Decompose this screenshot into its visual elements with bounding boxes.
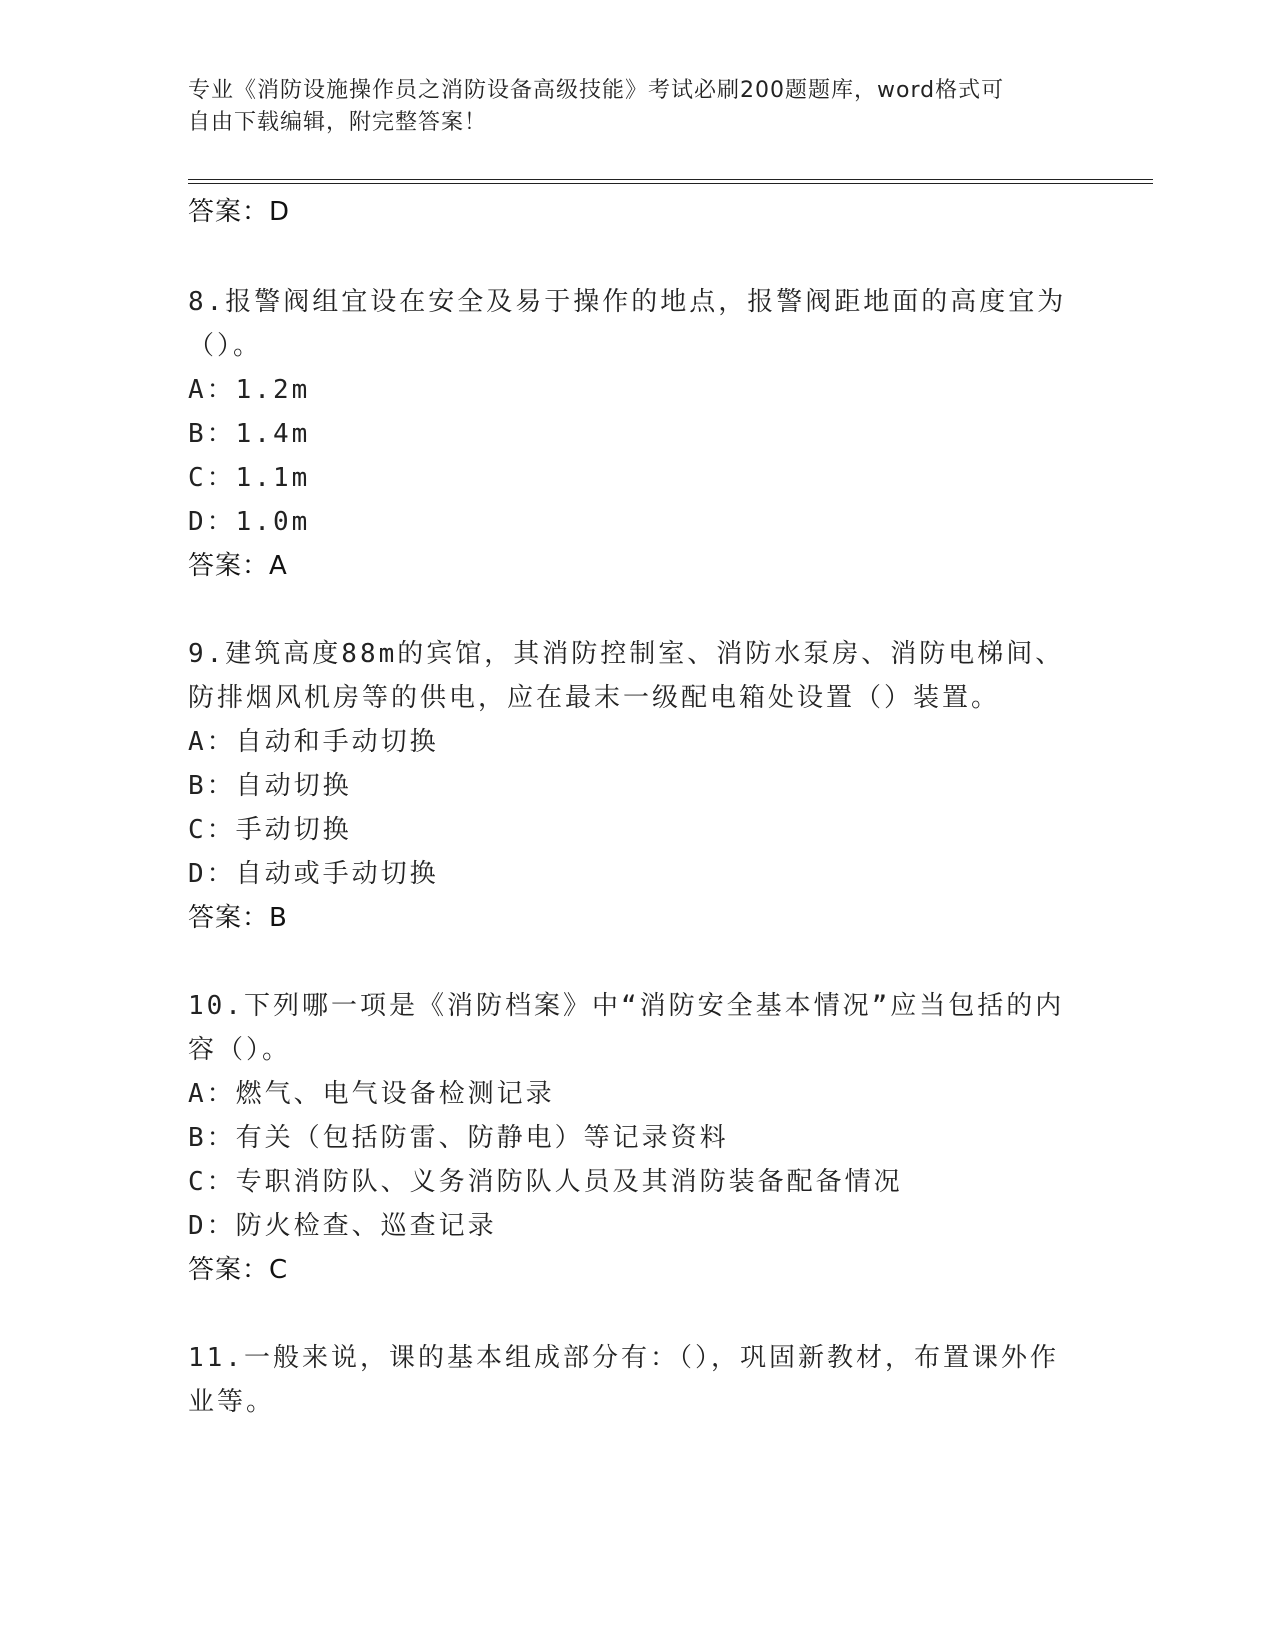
header-divider-top — [188, 179, 1153, 180]
question-8-answer: 答案：A — [188, 551, 288, 581]
question-8-stem-line-2: （）。 — [188, 331, 263, 361]
previous-answer: 答案：D — [188, 197, 291, 227]
question-10-option-a: A：燃气、电气设备检测记录 — [188, 1079, 555, 1109]
question-9-stem-line-1: 9.建筑高度88m的宾馆，其消防控制室、消防水泵房、消防电梯间、 — [188, 639, 1065, 669]
question-9-option-c: C：手动切换 — [188, 815, 352, 845]
question-8-option-d: D：1.0m — [188, 507, 311, 537]
question-9-option-b: B：自动切换 — [188, 771, 352, 801]
question-8-option-c: C：1.1m — [188, 463, 311, 493]
document-header — [188, 75, 1088, 139]
header-line-2: 自由下载编辑，附完整答案！ — [188, 110, 488, 135]
question-10-option-c: C：专职消防队、义务消防队人员及其消防装备配备情况 — [188, 1167, 903, 1197]
question-9-option-a: A：自动和手动切换 — [188, 727, 439, 757]
question-10-option-b: B：有关（包括防雷、防静电）等记录资料 — [188, 1123, 729, 1153]
question-8-option-b: B：1.4m — [188, 419, 311, 449]
question-11-stem-line-1: 11.一般来说，课的基本组成部分有：（），巩固新教材，布置课外作 — [188, 1343, 1059, 1373]
question-9-stem-line-2: 防排烟风机房等的供电，应在最末一级配电箱处设置（）装置。 — [188, 683, 1001, 713]
question-9-option-d: D：自动或手动切换 — [188, 859, 439, 889]
header-line-1: 专业《消防设施操作员之消防设备高级技能》考试必刷200题题库，word格式可 — [188, 78, 1005, 103]
question-10-answer: 答案：C — [188, 1255, 289, 1285]
question-11-stem-line-2: 业等。 — [188, 1387, 276, 1417]
question-10-option-d: D：防火检查、巡查记录 — [188, 1211, 497, 1241]
question-10-stem-line-2: 容（）。 — [188, 1035, 292, 1065]
question-8-stem-line-1: 8.报警阀组宜设在安全及易于操作的地点，报警阀距地面的高度宜为 — [188, 287, 1067, 317]
header-divider-bottom — [188, 183, 1153, 184]
question-9-answer: 答案：B — [188, 903, 288, 933]
question-8-option-a: A：1.2m — [188, 375, 311, 405]
question-10-stem-line-1: 10.下列哪一项是《消防档案》中“消防安全基本情况”应当包括的内 — [188, 991, 1065, 1021]
